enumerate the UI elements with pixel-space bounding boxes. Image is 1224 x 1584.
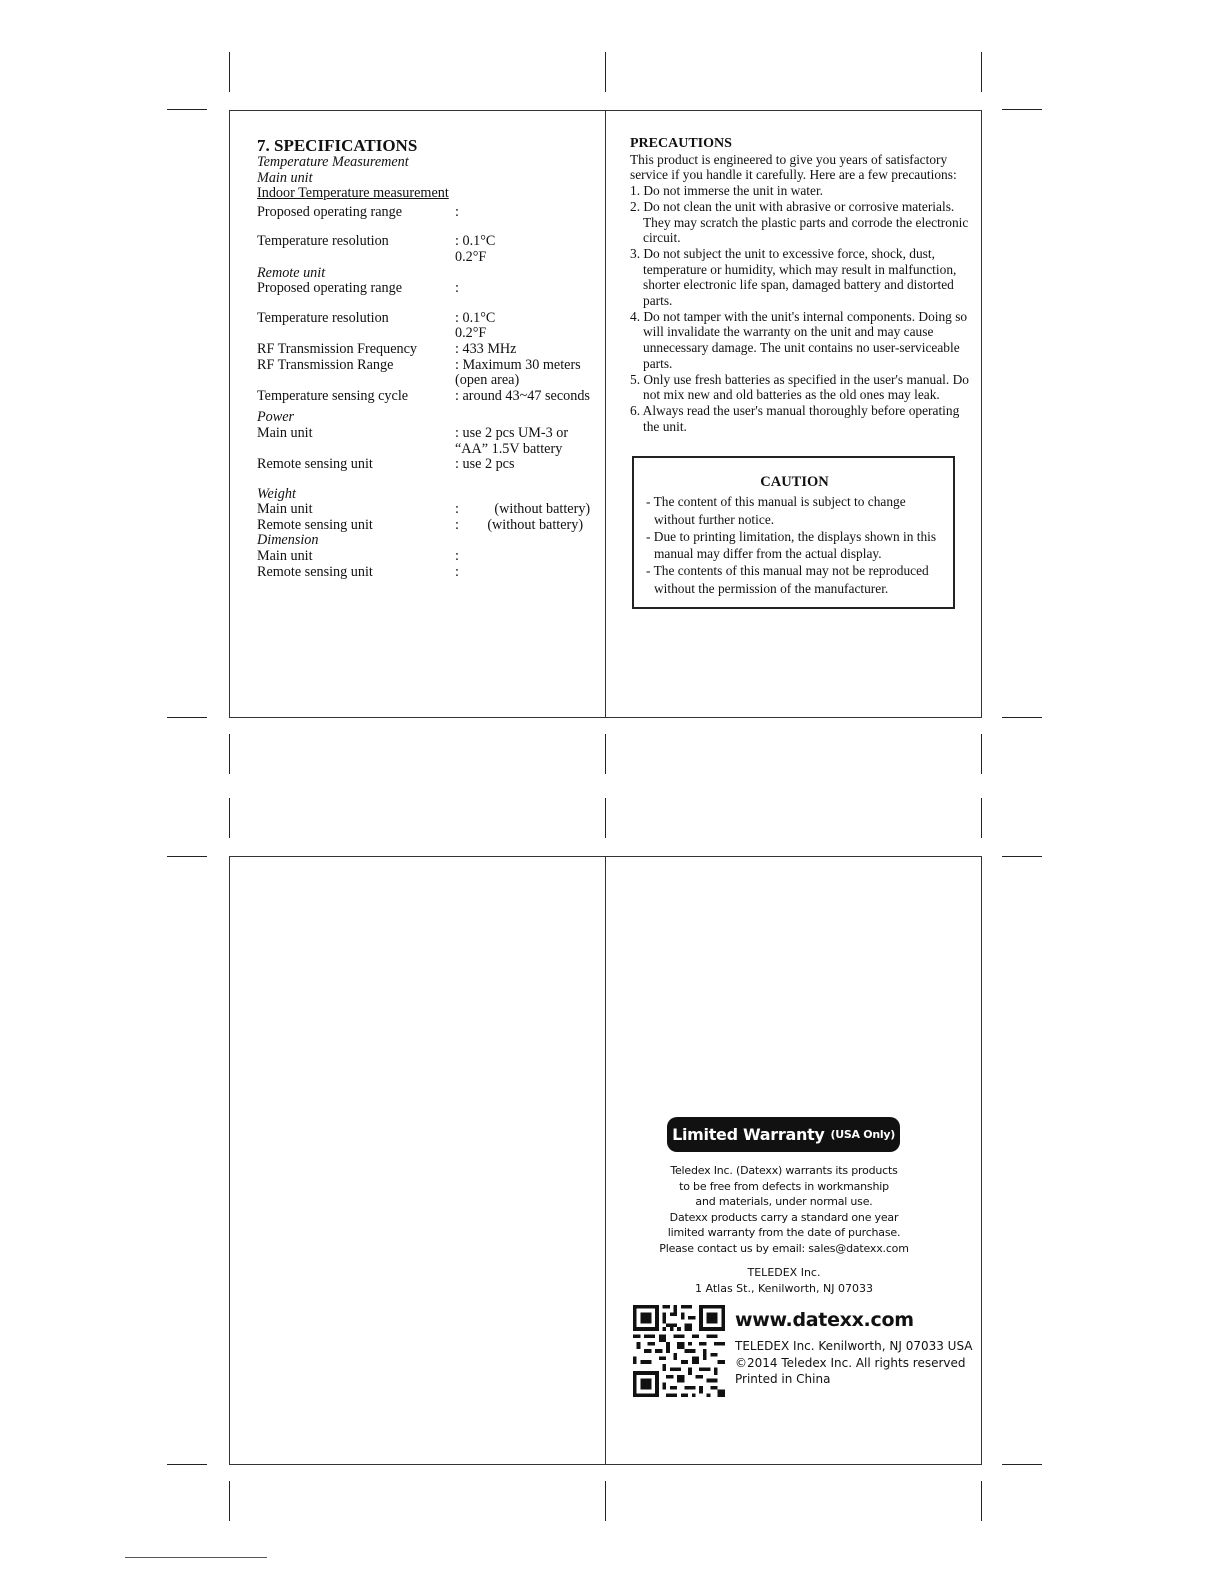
caution-item: - The contents of this manual may not be reproduced without the permission of the manufacturer. [646, 563, 929, 596]
top-panel-divider [605, 110, 606, 718]
specifications-title: 7. SPECIFICATIONS [257, 136, 418, 155]
precautions-title: PRECAUTIONS [630, 136, 732, 151]
spec-value: : use 2 pcs UM-3 or “AA” 1.5V battery [455, 424, 569, 457]
weight-heading: Weight [257, 485, 296, 502]
crop-mark [167, 109, 207, 110]
spec-row [257, 205, 597, 221]
company-name: TELEDEX Inc. [747, 1266, 821, 1279]
footer-line: Printed in China [735, 1372, 831, 1386]
spec-label: Temperature resolution [257, 309, 389, 326]
spec-row [257, 549, 597, 565]
warranty-line: Please contact us by email: sales@datexx.com [659, 1241, 909, 1255]
spec-label: Main unit [257, 424, 313, 441]
spec-row [257, 457, 597, 473]
precaution-item: 3. Do not subject the unit to excessive force, shock, dust, temperature or humidity, which may result in malfunction, shorter electronic life span, damaged battery and distorted parts. [630, 245, 957, 309]
spec-label: Temperature resolution [257, 233, 389, 250]
precaution-item: 2. Do not clean the unit with abrasive or corrosive materials. They may scratch the plastic parts and corrode the electronic circuit. [630, 198, 969, 246]
spec-row [257, 389, 597, 405]
qr-code-icon [633, 1305, 725, 1397]
spec-row [257, 281, 597, 297]
spec-value: : 0.1°C 0.2°F [455, 233, 496, 265]
crop-mark [229, 1481, 230, 1521]
warranty-line: Teledex Inc. (Datexx) warrants its products [670, 1164, 898, 1177]
crop-mark [167, 1464, 207, 1465]
spec-label: Temperature sensing cycle [257, 387, 409, 404]
spec-row [257, 518, 597, 534]
crop-mark [605, 798, 606, 838]
crop-mark [605, 1481, 606, 1521]
spec-value: : use 2 pcs [455, 456, 515, 473]
warranty-line: limited warranty from the date of purchase. [667, 1226, 901, 1239]
crop-mark [1002, 856, 1042, 857]
spec-row [257, 502, 597, 518]
footer-info [735, 1338, 973, 1388]
spec-row [257, 342, 597, 358]
footer-line: TELEDEX Inc. Kenilworth, NJ 07033 USA [735, 1339, 973, 1353]
remote-unit-heading: Remote unit [257, 264, 326, 281]
spec-label: Main unit [257, 501, 313, 518]
spec-label: RF Transmission Range [257, 356, 394, 373]
bottom-panel-divider [605, 856, 606, 1465]
spec-label: Proposed operating range [257, 203, 402, 220]
crop-mark [605, 734, 606, 774]
spec-value: : [455, 548, 459, 565]
warranty-badge [667, 1117, 900, 1152]
warranty-badge-region: (USA Only) [830, 1128, 895, 1141]
indoor-heading: Indoor Temperature measurement [257, 185, 449, 202]
crop-mark [229, 52, 230, 92]
spec-label: Proposed operating range [257, 280, 402, 297]
precautions-intro: This product is engineered to give you years of satisfactory service if you handle it carefully. Here are a few precautions: [630, 151, 957, 183]
spec-value: : [455, 280, 459, 297]
website-link[interactable]: www.datexx.com [735, 1309, 914, 1331]
precautions-section [630, 136, 970, 434]
spec-label: Main unit [257, 548, 313, 565]
company-address [640, 1265, 928, 1296]
dimension-heading: Dimension [257, 532, 319, 549]
crop-mark [229, 798, 230, 838]
crop-mark [1002, 109, 1042, 110]
address-line: 1 Atlas St., Kenilworth, NJ 07033 [695, 1281, 873, 1295]
caution-title: CAUTION [760, 474, 829, 490]
spec-label: Remote sensing unit [257, 516, 373, 533]
spec-value: : Maximum 30 meters (open area) [455, 356, 581, 389]
crop-mark [229, 734, 230, 774]
spec-value: : around 43~47 seconds [455, 387, 590, 404]
caution-item: - Due to printing limitation, the displays shown in this manual may differ from the actual display. [646, 528, 937, 562]
crop-mark [167, 856, 207, 857]
spec-row [257, 358, 597, 389]
spec-row [257, 565, 597, 581]
footer-line: ©2014 Teledex Inc. All rights reserved [735, 1355, 966, 1370]
precaution-item: 6. Always read the user's manual thoroughly before operating the unit. [630, 402, 960, 434]
spec-value: : 433 MHz [455, 340, 517, 357]
crop-mark [981, 734, 982, 774]
bottom-link-underline [125, 1557, 267, 1558]
spec-label: Remote sensing unit [257, 456, 373, 473]
spec-value: : (without battery) [455, 516, 584, 533]
warranty-line: and materials, under normal use. [695, 1195, 873, 1208]
spec-value: : [455, 203, 459, 220]
warranty-line: to be free from defects in workmanship [679, 1179, 889, 1193]
crop-mark [605, 52, 606, 92]
spec-value: : (without battery) [455, 501, 591, 518]
caution-box [632, 456, 955, 609]
temperature-heading: Temperature Measurement [257, 154, 409, 170]
crop-mark [981, 52, 982, 92]
warranty-text [640, 1163, 928, 1256]
spec-row [257, 234, 597, 265]
precautions-list [630, 183, 970, 434]
crop-mark [1002, 717, 1042, 718]
spec-row [257, 311, 597, 342]
warranty-line: Datexx products carry a standard one year [669, 1210, 899, 1224]
crop-mark [981, 798, 982, 838]
specifications-section [257, 136, 597, 580]
spec-label: Remote sensing unit [257, 563, 373, 580]
precaution-item: 5. Only use fresh batteries as specified in the user's manual. Do not mix new and old batteries as the old ones may leak. [630, 371, 969, 403]
crop-mark [1002, 1464, 1042, 1465]
crop-mark [981, 1481, 982, 1521]
spec-value: : 0.1°C 0.2°F [455, 309, 496, 342]
main-unit-heading: Main unit [257, 169, 313, 186]
crop-mark [167, 717, 207, 718]
spec-value: : [455, 563, 459, 580]
spec-label: RF Transmission Frequency [257, 340, 418, 357]
caution-item: - The content of this manual is subject to change without further notice. [646, 494, 906, 527]
warranty-badge-title: Limited Warranty [672, 1125, 825, 1144]
precaution-item: 4. Do not tamper with the unit's internal components. Doing so will invalidate the warranty on the unit and may cause unnecessary damage. The unit contains no user-serviceable parts. [630, 308, 968, 371]
spec-row [257, 426, 597, 457]
precaution-item: 1. Do not immerse the unit in water. [630, 183, 824, 199]
power-heading: Power [257, 409, 295, 426]
